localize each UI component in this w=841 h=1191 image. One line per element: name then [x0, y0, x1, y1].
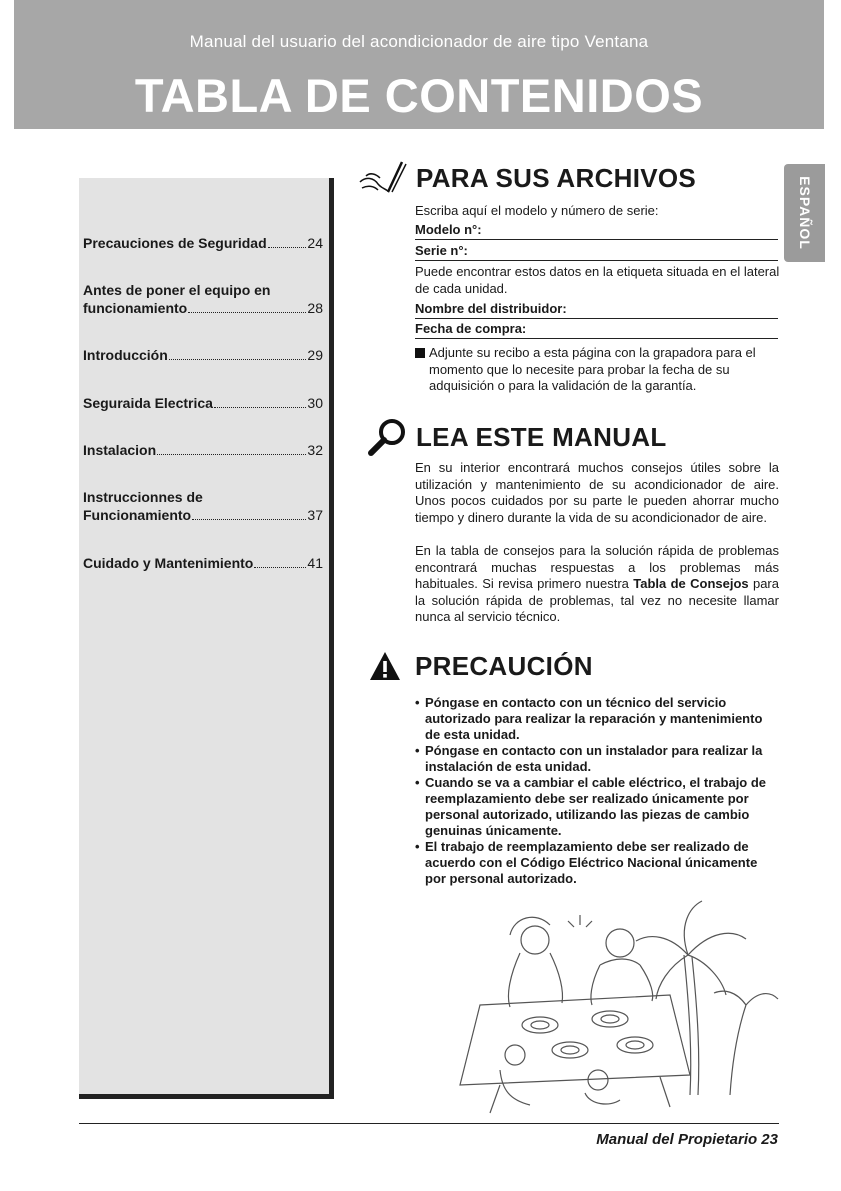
caution-section-header	[368, 650, 593, 682]
toc-item-label: Funcionamiento	[83, 507, 192, 523]
manual-title: LEA ESTE MANUAL	[416, 421, 667, 452]
magnifier-icon	[366, 416, 408, 458]
toc-item-page: 32	[307, 442, 323, 458]
manual-section-header	[366, 416, 667, 458]
serial-number-label: Serie n°:	[415, 243, 468, 258]
toc-item-page: 37	[307, 507, 323, 523]
caution-item: • Cuando se va a cambiar el cable eléctrico, el trabajo de reemplazamiento debe ser realizado únicamente por personal autorizado, utilizando las piezas de cambio genuinas únicamente.	[415, 775, 780, 839]
toc-item-page: 24	[307, 235, 323, 251]
toc-leader-dots	[214, 407, 306, 408]
toc-item-safety[interactable]	[83, 234, 323, 252]
toc-leader-dots	[254, 567, 306, 568]
warning-triangle-icon	[368, 650, 402, 682]
footer-page-label: Manual del Propietario 23	[596, 1131, 778, 1148]
caution-item: • Póngase en contacto con un instalador para realizar la instalación de esta unidad.	[415, 743, 780, 775]
records-location-note: Puede encontrar estos datos en la etiqueta situada en el lateral de cada unidad.	[415, 264, 780, 296]
toc-leader-dots	[188, 312, 306, 313]
toc-leader-dots	[268, 247, 307, 248]
receipt-note	[415, 345, 789, 395]
toc-item-page: 29	[307, 347, 323, 363]
caution-item: • Póngase en contacto con un técnico del servicio autorizado para realizar la reparación y mantenimiento de esta unidad.	[415, 695, 780, 743]
tips-table-reference: Tabla de Consejos	[633, 576, 749, 591]
caution-list	[415, 695, 780, 887]
toc-item-page: 30	[307, 395, 323, 411]
page-title: TABLA DE CONTENIDOS	[134, 69, 704, 122]
records-title: PARA SUS ARCHIVOS	[416, 162, 697, 193]
pen-hand-icon	[358, 158, 408, 198]
picnic-family-illustration	[440, 895, 780, 1115]
dealer-name-label: Nombre del distribuidor:	[415, 301, 567, 316]
manual-paragraph-2	[415, 543, 779, 626]
toc-item-label: Instalacion	[83, 442, 157, 458]
toc-item-label-line1: Antes de poner el equipo en	[83, 282, 271, 298]
toc-item-operating-instructions[interactable]	[83, 488, 323, 524]
records-section-header	[358, 158, 696, 198]
toc-item-introduction[interactable]	[83, 346, 323, 364]
toc-panel	[79, 178, 334, 1099]
language-tab-label: ESPAÑOL	[796, 176, 813, 250]
toc-item-before-operation[interactable]	[83, 281, 323, 317]
toc-item-label-line1: Instruccionnes de	[83, 489, 203, 505]
toc-item-label: Seguraida Electrica	[83, 395, 213, 411]
model-number-label: Modelo n°:	[415, 222, 482, 237]
manual-subtitle: Manual del usuario del acondicionador de aire tipo Ventana	[189, 32, 649, 51]
receipt-note-text: Adjunte su recibo a esta página con la grapadora para el momento que lo necesite para probar la fecha de su adquisición o para la validación de la garantía.	[429, 345, 756, 393]
header-banner	[14, 0, 824, 129]
serial-number-field[interactable]	[415, 243, 778, 261]
model-number-field[interactable]	[415, 222, 778, 240]
toc-item-label: Introducción	[83, 347, 168, 363]
toc-item-installation[interactable]	[83, 441, 323, 459]
purchase-date-field[interactable]	[415, 321, 778, 339]
square-bullet-icon	[415, 348, 425, 358]
language-tab	[784, 164, 825, 262]
footer-rule	[79, 1123, 779, 1124]
toc-item-label: Precauciones de Seguridad	[83, 235, 267, 251]
toc-item-care-maintenance[interactable]	[83, 554, 323, 572]
caution-title: PRECAUCIÓN	[415, 650, 593, 681]
manual-paragraph-2-end: para la solución rápida de problemas, tal vez no necesite llamar nunca al servicio técnico.	[415, 576, 779, 624]
caution-item: • El trabajo de reemplazamiento debe ser realizado de acuerdo con el Código Eléctrico Nacional únicamente por personal autorizado.	[415, 839, 780, 887]
toc-item-label: Cuidado y Mantenimiento	[83, 555, 254, 571]
manual-paragraph-1: En su interior encontrará muchos consejos útiles sobre la utilización y mantenimiento de su acondicionador de aire. Unos pocos cuidados por su parte le pueden ahorrar mucho tiempo y dinero durante la vida de su acondicionador de aire.	[415, 460, 779, 525]
toc-item-label: funcionamiento	[83, 300, 188, 316]
toc-item-page: 41	[307, 555, 323, 571]
toc-leader-dots	[157, 454, 306, 455]
records-intro: Escriba aquí el modelo y número de serie:	[415, 203, 659, 218]
toc-item-electrical-safety[interactable]	[83, 394, 323, 412]
manual-paragraph-2-start: En la tabla de consejos para la solución rápida de problemas encontrará muchas respuestas a los problemas más habituales. Si revisa primero nuestra	[415, 543, 779, 591]
purchase-date-label: Fecha de compra:	[415, 321, 527, 336]
dealer-name-field[interactable]	[415, 301, 778, 319]
toc-leader-dots	[192, 519, 306, 520]
toc-leader-dots	[169, 359, 307, 360]
toc-item-page: 28	[307, 300, 323, 316]
